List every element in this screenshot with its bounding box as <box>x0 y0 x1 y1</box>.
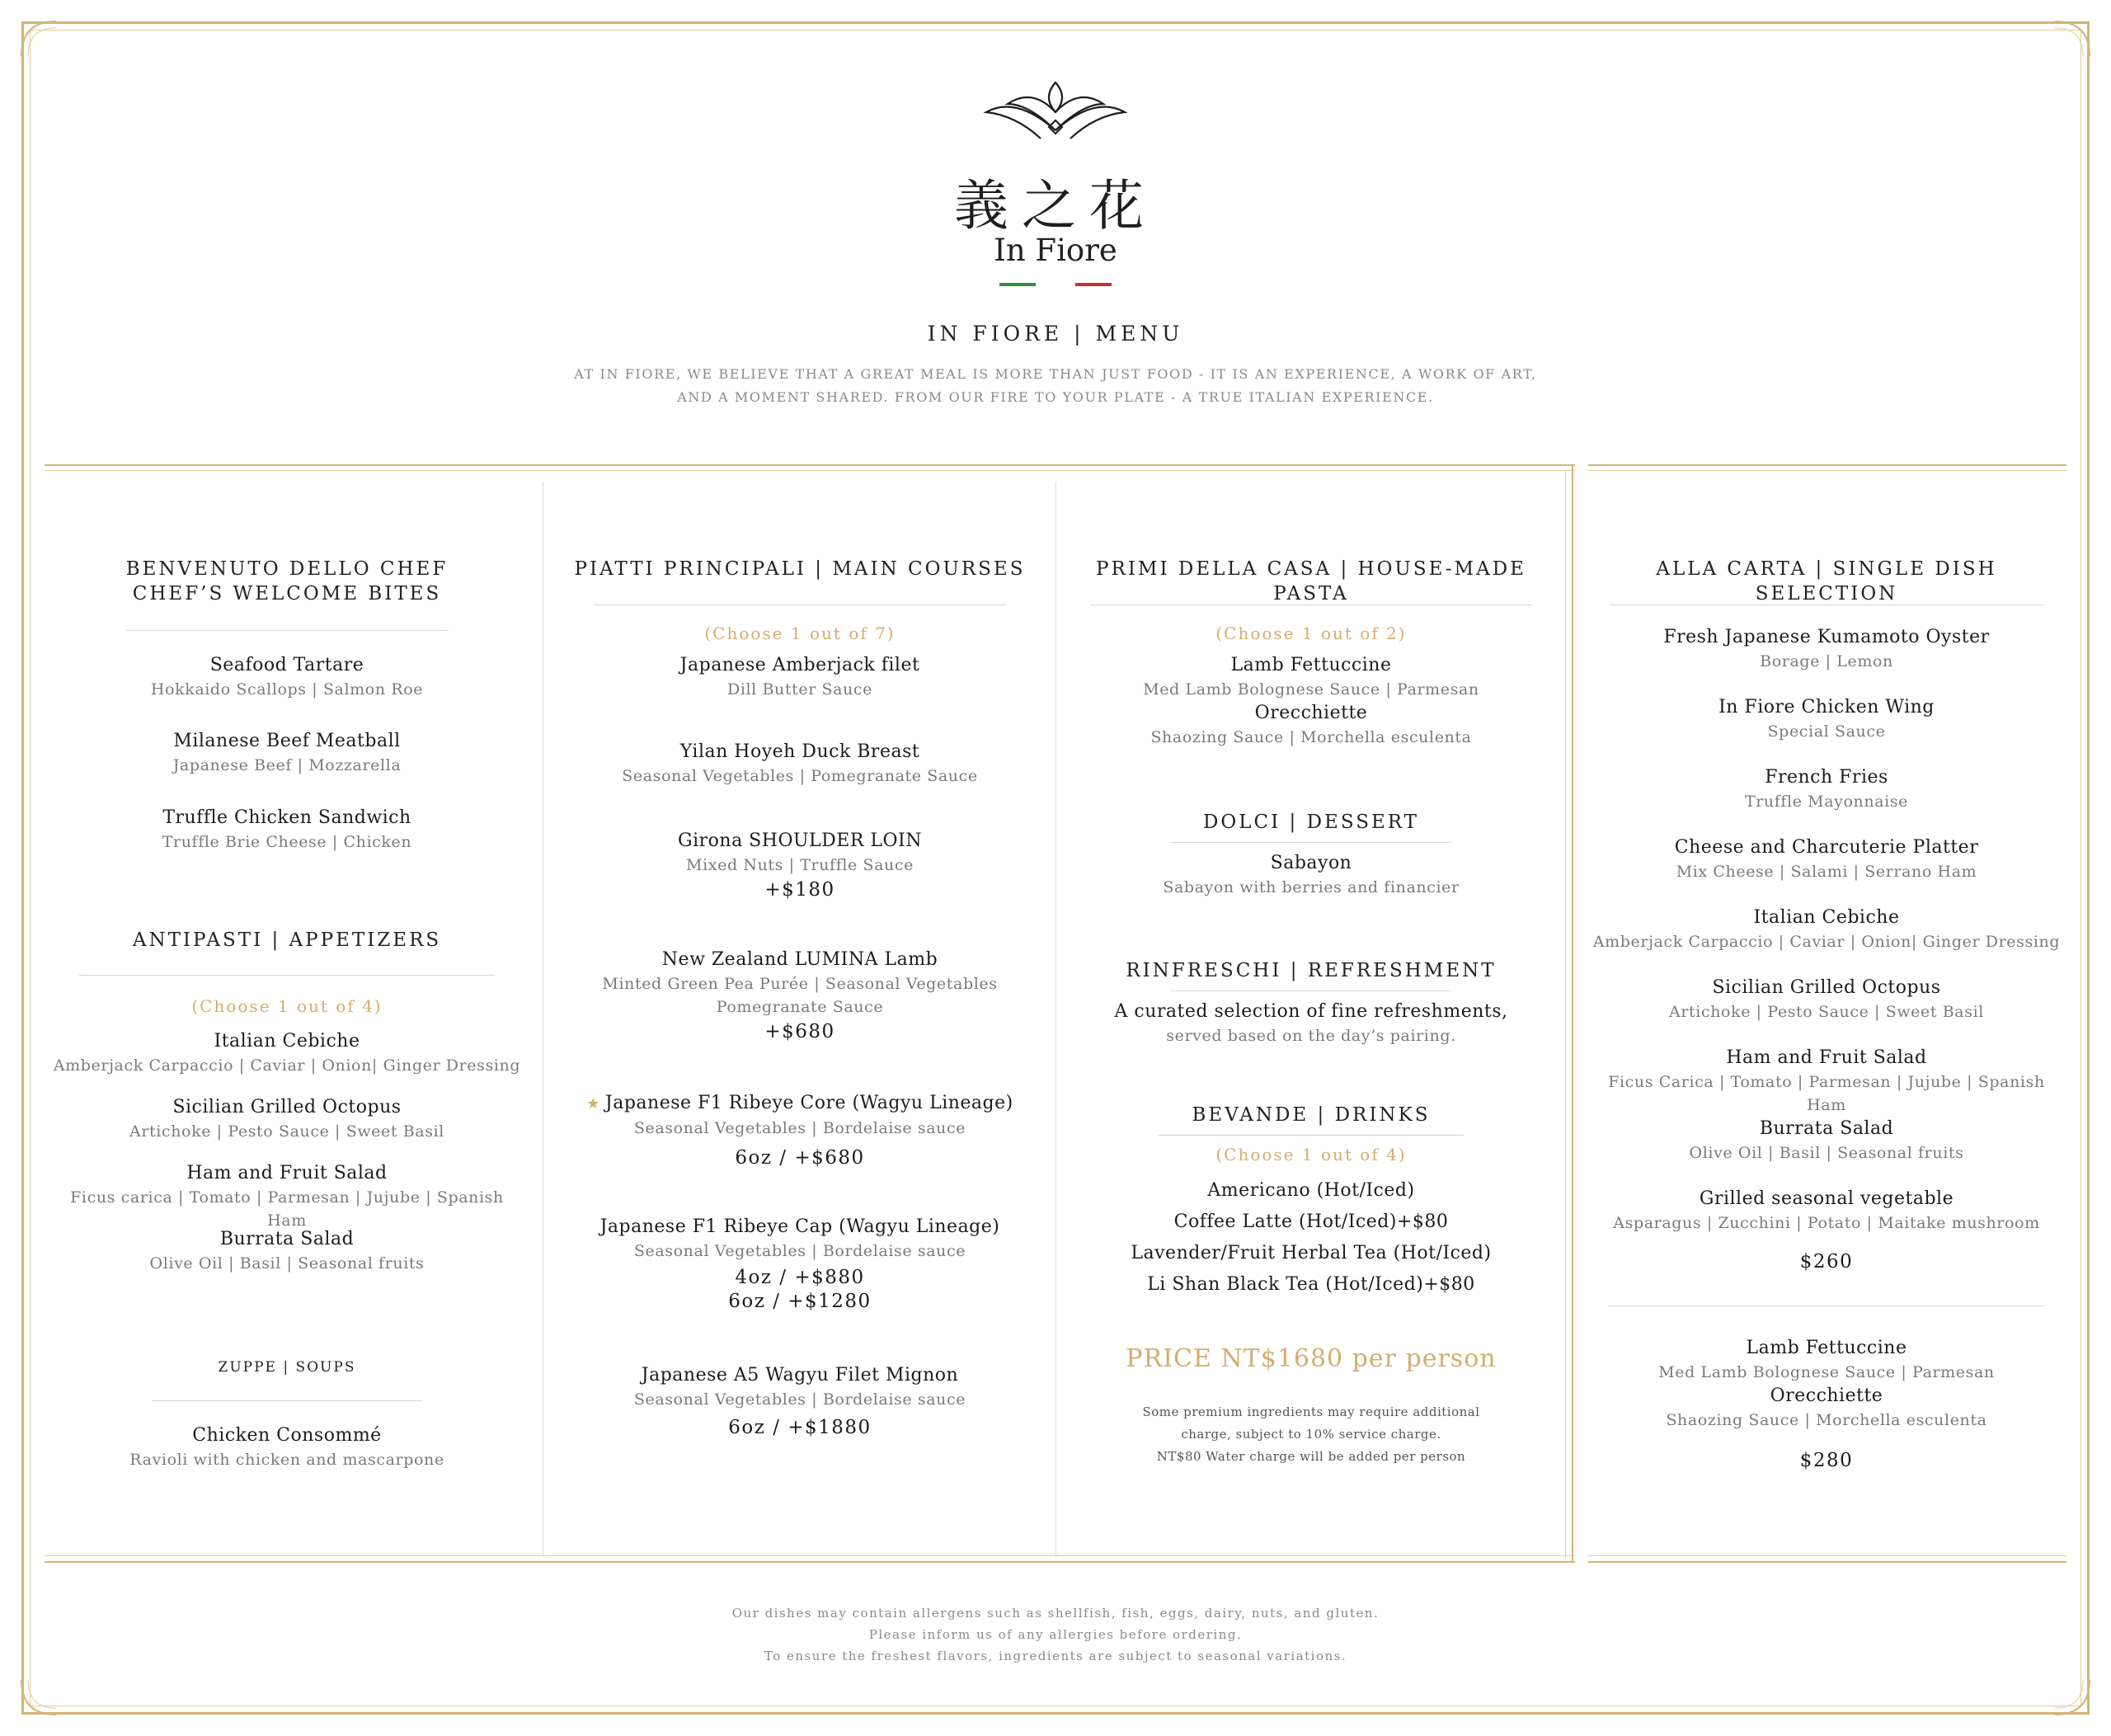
drink-item: Li Shan Black Tea (Hot/Iced)+$80 <box>1147 1274 1475 1295</box>
choose-note: (Choose 1 out of 7) <box>704 623 896 643</box>
dish-desc: Truffle Brie Cheese | Chicken <box>162 833 412 851</box>
dish-desc: Truffle Mayonnaise <box>1744 793 1909 811</box>
dish-desc: Med Lamb Bolognese Sauce | Parmesan <box>1143 680 1479 699</box>
section-title-welcome-en: CHEF’S WELCOME BITES <box>132 583 442 605</box>
dish-name: Orecchiette <box>1254 703 1368 723</box>
dish-desc: Japanese Beef | Mozzarella <box>172 756 402 774</box>
section-title-soups: ZUPPE | SOUPS <box>218 1359 356 1376</box>
panel-top-border-inner <box>45 470 1575 471</box>
dish-name: Truffle Chicken Sandwich <box>162 807 411 828</box>
section-title-refreshment: RINFRESCHI | REFRESHMENT <box>1126 960 1497 981</box>
refreshment-line: served based on the day’s pairing. <box>1166 1027 1456 1045</box>
allergen-footer <box>0 1602 2111 1667</box>
dish-name: Ham and Fruit Salad <box>186 1163 388 1183</box>
dish-name: Milanese Beef Meatball <box>173 731 401 751</box>
dish-desc: Olive Oil | Basil | Seasonal fruits <box>149 1254 425 1273</box>
dish-desc: Borage | Lemon <box>1760 652 1893 670</box>
dish-name: Sicilian Grilled Octopus <box>1712 977 1941 998</box>
dish-name: French Fries <box>1765 767 1888 788</box>
intro-line: AND A MOMENT SHARED. FROM OUR FIRE TO YOUR PLATE - A TRUE ITALIAN EXPERIENCE. <box>677 389 1434 405</box>
panel-bottom-border <box>45 1561 1575 1563</box>
dish-desc: Mixed Nuts | Truffle Sauce <box>686 856 914 874</box>
dish-desc: Ravioli with chicken and mascarpone <box>129 1451 444 1469</box>
footer-line: Our dishes may contain allergens such as shellfish, fish, eggs, dairy, nuts, and gluten. <box>731 1606 1380 1621</box>
price-note: NT$80 Water charge will be added per person <box>1156 1449 1466 1464</box>
drink-item: Americano (Hot/Iced) <box>1207 1180 1415 1201</box>
section-title-alacarte: ALLA CARTA | SINGLE DISH SELECTION <box>1656 558 1997 605</box>
footer-line: Please inform us of any allergies before ordering. <box>868 1627 1243 1642</box>
section-title-mains: PIATTI PRINCIPALI | MAIN COURSES <box>574 558 1026 580</box>
dish-price: +$180 <box>764 879 835 901</box>
corner-ornament-top-right <box>2052 18 2093 59</box>
alacarte-bottom-border-inner <box>1588 1555 2066 1556</box>
dish-name: Lamb Fettuccine <box>1746 1338 1907 1358</box>
lotus-logo-icon <box>983 79 1128 145</box>
dish-name-text: Japanese F1 Ribeye Core (Wagyu Lineage) <box>604 1093 1013 1113</box>
dish-desc: Seasonal Vegetables | Bordelaise sauce <box>633 1390 966 1409</box>
dish-desc: Mix Cheese | Salami | Serrano Ham <box>1676 863 1977 881</box>
dish-name: Sicilian Grilled Octopus <box>172 1097 402 1117</box>
dish-desc: Pomegranate Sauce <box>716 998 884 1016</box>
brand-name-chinese: 義之花 <box>954 174 1157 238</box>
dish-desc: Seasonal Vegetables | Bordelaise sauce <box>633 1119 966 1137</box>
star-icon: ★ <box>586 1095 600 1113</box>
dish-desc: Asparagus | Zucchini | Potato | Maitake mushroom <box>1613 1214 2040 1232</box>
panel-top-border <box>45 464 1575 466</box>
dish-price: 6oz / +$1280 <box>728 1291 872 1312</box>
dish-desc: Olive Oil | Basil | Seasonal fruits <box>1689 1144 1964 1162</box>
panel-right-border-inner <box>1565 470 1566 1557</box>
dish-name: Burrata Salad <box>219 1229 355 1249</box>
dish-name: Japanese F1 Ribeye Cap (Wagyu Lineage) <box>599 1216 1000 1237</box>
corner-ornament-bottom-left <box>18 1677 59 1718</box>
price-note: charge, subject to 10% service charge. <box>1181 1427 1441 1442</box>
dish-desc: Ficus Carica | Tomato | Parmesan | Jujube | Spanish Ham <box>1608 1073 2045 1114</box>
flag-stripe-white <box>1037 283 1074 286</box>
dish-name: Grilled seasonal vegetable <box>1699 1188 1954 1209</box>
dish-name: Orecchiette <box>1770 1386 1883 1406</box>
dish-price: +$680 <box>764 1021 835 1042</box>
dish-name: Fresh Japanese Kumamoto Oyster <box>1663 627 1990 647</box>
corner-ornament-bottom-right <box>2052 1677 2093 1718</box>
section-rule <box>125 630 449 631</box>
choose-note: (Choose 1 out of 2) <box>1215 623 1407 643</box>
menu-title: IN FIORE | MENU <box>927 322 1184 346</box>
dish-desc: Shaozing Sauce | Morchella esculenta <box>1666 1411 1987 1429</box>
dish-desc: Artichoke | Pesto Sauce | Sweet Basil <box>129 1122 444 1141</box>
flag-stripe-green <box>999 283 1036 286</box>
dish-name: Ham and Fruit Salad <box>1726 1047 1927 1068</box>
brand-name-english: In Fiore <box>994 233 1117 268</box>
alacarte-price: $280 <box>1799 1450 1854 1471</box>
dish-name-featured <box>552 1091 1047 1117</box>
dish-name: Yilan Hoyeh Duck Breast <box>679 741 920 762</box>
dish-name: In Fiore Chicken Wing <box>1718 697 1935 717</box>
intro-line: AT IN FIORE, WE BELIEVE THAT A GREAT MEAL IS MORE THAN JUST FOOD - IT IS AN EXPERIENCE, A WORK OF ART, <box>574 366 1537 382</box>
dish-name: Cheese and Charcuterie Platter <box>1674 837 1979 858</box>
dish-desc: Sabayon with berries and financier <box>1163 878 1460 896</box>
dish-name: Burrata Salad <box>1759 1118 1894 1139</box>
dish-name: Italian Cebiche <box>214 1031 360 1051</box>
dish-price: 4oz / +$880 <box>735 1267 865 1288</box>
panel-bottom-border-inner <box>45 1555 1575 1556</box>
section-title-appetizers: ANTIPASTI | APPETIZERS <box>132 929 442 951</box>
choose-note: (Choose 1 out of 4) <box>1215 1145 1407 1164</box>
dish-name: New Zealand LUMINA Lamb <box>661 949 938 970</box>
dish-name: Chicken Consommé <box>192 1425 382 1446</box>
dish-desc: Dill Butter Sauce <box>726 680 872 699</box>
alacarte-bottom-border <box>1588 1561 2066 1563</box>
dish-desc: Seasonal Vegetables | Bordelaise sauce <box>633 1242 966 1260</box>
section-rule <box>1171 842 1451 843</box>
refreshment-line: A curated selection of fine refreshments, <box>1114 1001 1508 1022</box>
price-note: Some premium ingredients may require additional <box>1142 1404 1480 1419</box>
dish-name: Lamb Fettuccine <box>1230 655 1392 675</box>
section-rule <box>1171 990 1451 991</box>
dish-desc: Artichoke | Pesto Sauce | Sweet Basil <box>1669 1003 1984 1021</box>
dish-desc: Seasonal Vegetables | Pomegranate Sauce <box>622 767 978 785</box>
dish-desc: Ficus carica | Tomato | Parmesan | Jujube | Spanish Ham <box>70 1188 504 1230</box>
dish-desc: Med Lamb Bolognese Sauce | Parmesan <box>1658 1363 1995 1381</box>
dish-name: Girona SHOULDER LOIN <box>678 830 922 851</box>
flag-stripe-red <box>1075 283 1112 286</box>
section-title-drinks: BEVANDE | DRINKS <box>1192 1104 1431 1126</box>
drink-item: Coffee Latte (Hot/Iced)+$80 <box>1173 1211 1449 1232</box>
dish-desc: Hokkaido Scallops | Salmon Roe <box>150 680 424 699</box>
section-title-pasta: PRIMI DELLA CASA | HOUSE-MADE PASTA <box>1096 558 1526 605</box>
dish-price: 6oz / +$1880 <box>728 1417 872 1438</box>
dish-desc: Special Sauce <box>1767 722 1886 741</box>
dish-desc: Minted Green Pea Purée | Seasonal Vegetables <box>602 975 998 993</box>
choose-note: (Choose 1 out of 4) <box>191 996 383 1016</box>
section-title-welcome: BENVENUTO DELLO CHEF <box>125 558 449 580</box>
alacarte-top-border <box>1588 464 2066 466</box>
panel-right-border <box>1572 464 1573 1563</box>
drinks-list <box>1064 1175 1559 1301</box>
dish-name: Japanese Amberjack filet <box>679 655 920 675</box>
section-title-dessert: DOLCI | DESSERT <box>1202 812 1419 833</box>
dish-name: Seafood Tartare <box>209 655 364 675</box>
section-rule <box>79 975 495 976</box>
section-rule <box>1159 1135 1464 1136</box>
dish-desc: Amberjack Carpaccio | Caviar | Onion| Ginger Dressing <box>1592 933 2061 951</box>
dish-name: Italian Cebiche <box>1753 907 1900 928</box>
section-rule <box>152 1400 422 1401</box>
dish-name: Japanese A5 Wagyu Filet Mignon <box>641 1365 959 1386</box>
dish-name: Sabayon <box>1270 853 1352 873</box>
drink-item: Lavender/Fruit Herbal Tea (Hot/Iced) <box>1131 1243 1492 1263</box>
dish-desc: Shaozing Sauce | Morchella esculenta <box>1150 728 1472 746</box>
set-price: PRICE NT$1680 per person <box>1126 1344 1497 1373</box>
alacarte-top-border-inner <box>1588 470 2066 471</box>
dish-price: 6oz / +$680 <box>735 1147 865 1169</box>
corner-ornament-top-left <box>18 18 59 59</box>
alacarte-price: $260 <box>1799 1251 1854 1273</box>
dish-desc: Amberjack Carpaccio | Caviar | Onion| Ginger Dressing <box>53 1056 521 1075</box>
menu-intro <box>0 363 2111 409</box>
footer-line: To ensure the freshest flavors, ingredients are subject to seasonal variations. <box>764 1649 1347 1663</box>
